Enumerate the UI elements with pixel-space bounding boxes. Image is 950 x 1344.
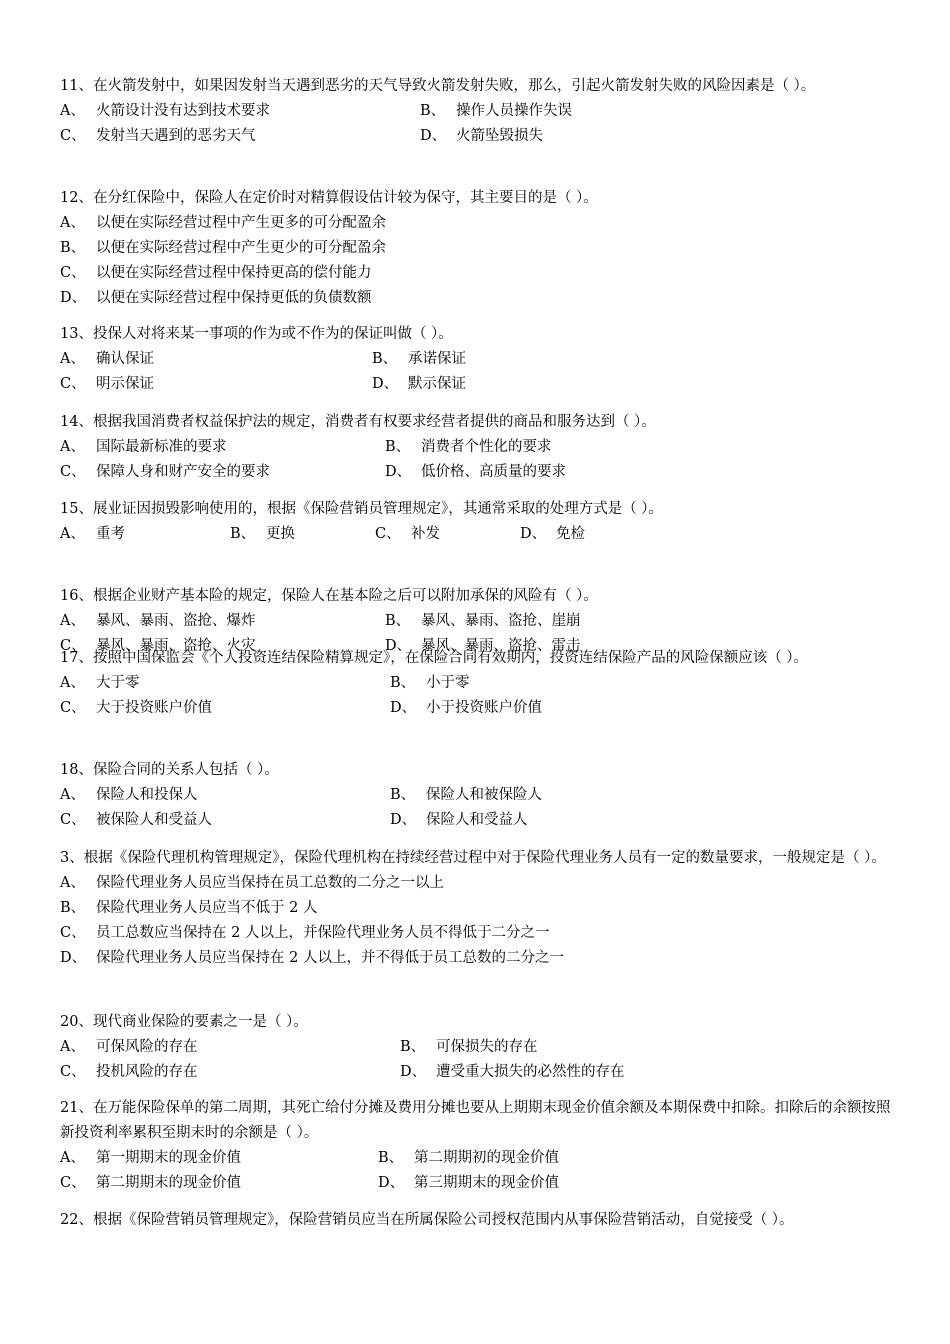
- option-text: 以便在实际经营过程中保持更高的偿付能力: [96, 265, 372, 281]
- answer-option: [60, 347, 154, 372]
- option-row: [60, 124, 895, 149]
- option-label: B、: [60, 240, 86, 256]
- option-row: [60, 871, 895, 896]
- answer-option: [390, 671, 470, 696]
- answer-option: [60, 1146, 241, 1171]
- option-text: 暴风、暴雨、盗抢、崖崩: [421, 613, 581, 629]
- answer-option: [60, 372, 154, 397]
- option-text: 低价格、高质量的要求: [421, 464, 566, 480]
- option-text: 操作人员操作失误: [456, 103, 572, 119]
- question-stem: 17、按照中国保监会《个人投资连结保险精算规定》，在保险合同有效期内，投资连结保险产品的风险保额应该（ ）。: [60, 650, 809, 666]
- answer-option: [385, 609, 581, 634]
- answer-option: [390, 808, 528, 833]
- answer-option: [60, 286, 372, 311]
- option-text: 第三期期末的现金价值: [414, 1175, 559, 1191]
- option-label: D、: [60, 950, 87, 966]
- option-label: B、: [385, 613, 411, 629]
- question-stem: 22、根据《保险营销员管理规定》，保险营销员应当在所属保险公司授权范围内从事保险营销活动，自觉接受（ ）。: [60, 1212, 794, 1228]
- option-text: 确认保证: [96, 351, 154, 367]
- answer-option: [60, 261, 372, 286]
- option-text: 重考: [96, 526, 125, 542]
- answer-option: [60, 236, 386, 261]
- option-row: [60, 99, 895, 124]
- answer-option: [390, 783, 542, 808]
- option-text: 遭受重大损失的必然性的存在: [436, 1064, 625, 1080]
- option-label: B、: [420, 103, 446, 119]
- answer-option: [60, 460, 270, 485]
- option-label: C、: [60, 265, 86, 281]
- question-stem: 12、在分红保险中，保险人在定价时对精算假设估计较为保守，其主要目的是（ ）。: [60, 190, 598, 206]
- answer-option: [60, 99, 270, 124]
- option-row: [60, 946, 895, 971]
- option-label: B、: [372, 351, 398, 367]
- option-label: D、: [520, 526, 547, 542]
- option-label: A、: [60, 675, 85, 691]
- option-text: 承诺保证: [408, 351, 466, 367]
- option-row: [60, 522, 895, 547]
- option-label: C、: [60, 700, 86, 716]
- answer-option: [372, 372, 466, 397]
- option-row: [60, 671, 895, 696]
- option-row: [60, 696, 895, 721]
- option-row: [60, 1060, 895, 1085]
- option-text: 小于投资账户价值: [426, 700, 542, 716]
- answer-option: [60, 211, 386, 236]
- answer-option: [520, 522, 585, 547]
- question-block: [60, 410, 895, 485]
- option-text: 第二期期初的现金价值: [414, 1150, 559, 1166]
- option-label: C、: [60, 812, 86, 828]
- option-label: B、: [378, 1150, 404, 1166]
- question-stem: 13、投保人对将来某一事项的作为或不作为的保证叫做（ ）。: [60, 326, 453, 342]
- option-text: 补发: [411, 526, 440, 542]
- question-stem: 18、保险合同的关系人包括（ ）。: [60, 762, 279, 778]
- answer-option: [60, 609, 256, 634]
- option-label: D、: [400, 1064, 427, 1080]
- answer-option: [60, 1035, 198, 1060]
- answer-option: [60, 671, 140, 696]
- option-row: [60, 372, 895, 397]
- option-text: 火箭设计没有达到技术要求: [96, 103, 270, 119]
- option-text: 保险代理业务人员应当不低于 2 人: [96, 900, 318, 916]
- question-block: [60, 1010, 895, 1085]
- option-text: 保险人和被保险人: [426, 787, 542, 803]
- answer-option: [60, 1171, 241, 1196]
- answer-option: [60, 946, 564, 971]
- option-label: D、: [390, 700, 417, 716]
- answer-option: [375, 522, 440, 547]
- option-label: C、: [60, 128, 86, 144]
- answer-option: [60, 124, 256, 149]
- option-row: [60, 1035, 895, 1060]
- option-label: D、: [420, 128, 447, 144]
- option-text: 员工总数应当保持在 2 人以上，并保险代理业务人员不得低于二分之一: [96, 925, 550, 941]
- option-label: A、: [60, 439, 85, 455]
- option-text: 更换: [266, 526, 295, 542]
- option-label: C、: [375, 526, 401, 542]
- option-text: 保险代理业务人员应当保持在 2 人以上，并不得低于员工总数的二分之一: [96, 950, 564, 966]
- option-text: 以便在实际经营过程中产生更少的可分配盈余: [96, 240, 386, 256]
- option-text: 免检: [556, 526, 585, 542]
- option-text: 以便在实际经营过程中保持更低的负债数额: [96, 290, 372, 306]
- question-block: [60, 646, 895, 721]
- option-text: 小于零: [426, 675, 470, 691]
- option-label: D、: [385, 464, 412, 480]
- option-row: [60, 1171, 895, 1196]
- option-text: 暴风、暴雨、盗抢、雷击: [421, 638, 581, 654]
- option-row: [60, 460, 895, 485]
- answer-option: [400, 1060, 625, 1085]
- option-row: [60, 1146, 895, 1171]
- option-text: 以便在实际经营过程中产生更多的可分配盈余: [96, 215, 386, 231]
- option-label: B、: [230, 526, 256, 542]
- answer-option: [385, 460, 566, 485]
- option-text: 可保风险的存在: [96, 1039, 198, 1055]
- question-stem: 21、在万能保险保单的第二周期，其死亡给付分摊及费用分摊也要从上期期末现金价值余额及本期保费中扣除。扣除后的余额按照新投资利率累积至期末时的余额是（ ）。: [60, 1100, 891, 1141]
- option-text: 可保损失的存在: [436, 1039, 538, 1055]
- question-block: [60, 846, 895, 971]
- option-text: 暴风、暴雨、盗抢、爆炸: [96, 613, 256, 629]
- option-label: B、: [390, 787, 416, 803]
- option-label: C、: [60, 638, 86, 654]
- question-stem: 20、现代商业保险的要素之一是（ ）。: [60, 1014, 308, 1030]
- answer-option: [400, 1035, 538, 1060]
- option-row: [60, 286, 895, 311]
- option-text: 暴风、暴雨、盗抢、火灾: [96, 638, 256, 654]
- question-block: [60, 497, 895, 547]
- option-text: 保险代理业务人员应当保持在员工总数的二分之一以上: [96, 875, 444, 891]
- question-block: [60, 186, 895, 311]
- option-text: 保险人和受益人: [426, 812, 528, 828]
- question-block: [60, 74, 895, 149]
- question-stem: 11、在火箭发射中，如果因发射当天遇到恶劣的天气导致火箭发射失败，那么，引起火箭发射失败的风险因素是（ ）。: [60, 78, 816, 94]
- answer-option: [60, 696, 212, 721]
- question-block: [60, 1208, 895, 1233]
- answer-option: [230, 522, 295, 547]
- option-text: 大于投资账户价值: [96, 700, 212, 716]
- answer-option: [378, 1171, 559, 1196]
- answer-option: [60, 808, 212, 833]
- option-label: A、: [60, 875, 85, 891]
- option-text: 第二期期末的现金价值: [96, 1175, 241, 1191]
- option-label: D、: [372, 376, 399, 392]
- option-label: C、: [60, 376, 86, 392]
- option-label: D、: [390, 812, 417, 828]
- answer-option: [60, 921, 549, 946]
- option-label: A、: [60, 613, 85, 629]
- option-row: [60, 808, 895, 833]
- question-block: [60, 322, 895, 397]
- option-label: B、: [390, 675, 416, 691]
- option-label: A、: [60, 526, 85, 542]
- answer-option: [420, 124, 543, 149]
- option-text: 被保险人和受益人: [96, 812, 212, 828]
- option-text: 默示保证: [408, 376, 466, 392]
- option-label: B、: [60, 900, 86, 916]
- option-text: 投机风险的存在: [96, 1064, 198, 1080]
- option-row: [60, 609, 895, 634]
- option-label: D、: [60, 290, 87, 306]
- option-label: A、: [60, 1150, 85, 1166]
- option-label: A、: [60, 103, 85, 119]
- option-text: 明示保证: [96, 376, 154, 392]
- question-block: [60, 758, 895, 833]
- option-row: [60, 783, 895, 808]
- answer-option: [60, 522, 125, 547]
- answer-option: [420, 99, 572, 124]
- option-label: D、: [378, 1175, 405, 1191]
- option-text: 第一期期末的现金价值: [96, 1150, 241, 1166]
- option-row: [60, 236, 895, 261]
- answer-option: [385, 435, 552, 460]
- answer-option: [60, 896, 317, 921]
- option-label: A、: [60, 1039, 85, 1055]
- option-label: D、: [385, 638, 412, 654]
- option-label: C、: [60, 1064, 86, 1080]
- option-label: B、: [385, 439, 411, 455]
- option-text: 保障人身和财产安全的要求: [96, 464, 270, 480]
- answer-option: [60, 435, 227, 460]
- answer-option: [378, 1146, 559, 1171]
- option-row: [60, 921, 895, 946]
- option-text: 火箭坠毁损失: [456, 128, 543, 144]
- question-stem: 16、根据企业财产基本险的规定，保险人在基本险之后可以附加承保的风险有（ ）。: [60, 588, 598, 604]
- option-text: 大于零: [96, 675, 140, 691]
- option-row: [60, 211, 895, 236]
- option-label: B、: [400, 1039, 426, 1055]
- option-label: A、: [60, 215, 85, 231]
- option-label: C、: [60, 925, 86, 941]
- option-text: 发射当天遇到的恶劣天气: [96, 128, 256, 144]
- answer-option: [60, 783, 198, 808]
- option-row: [60, 347, 895, 372]
- question-block: [60, 1096, 895, 1196]
- option-label: A、: [60, 351, 85, 367]
- option-row: [60, 261, 895, 286]
- option-label: C、: [60, 1175, 86, 1191]
- option-text: 保险人和投保人: [96, 787, 198, 803]
- answer-option: [60, 1060, 198, 1085]
- option-label: C、: [60, 464, 86, 480]
- answer-option: [390, 696, 542, 721]
- question-stem: 14、根据我国消费者权益保护法的规定，消费者有权要求经营者提供的商品和服务达到（ ）。: [60, 414, 656, 430]
- question-stem: 3、根据《保险代理机构管理规定》，保险代理机构在持续经营过程中对于保险代理业务人员有一定的数量要求，一般规定是（ ）。: [60, 850, 886, 866]
- option-row: [60, 896, 895, 921]
- option-text: 消费者个性化的要求: [421, 439, 552, 455]
- option-row: [60, 435, 895, 460]
- answer-option: [60, 871, 444, 896]
- option-label: A、: [60, 787, 85, 803]
- option-text: 国际最新标准的要求: [96, 439, 227, 455]
- answer-option: [372, 347, 466, 372]
- question-stem: 15、展业证因损毁影响使用的，根据《保险营销员管理规定》，其通常采取的处理方式是（ ）。: [60, 501, 664, 517]
